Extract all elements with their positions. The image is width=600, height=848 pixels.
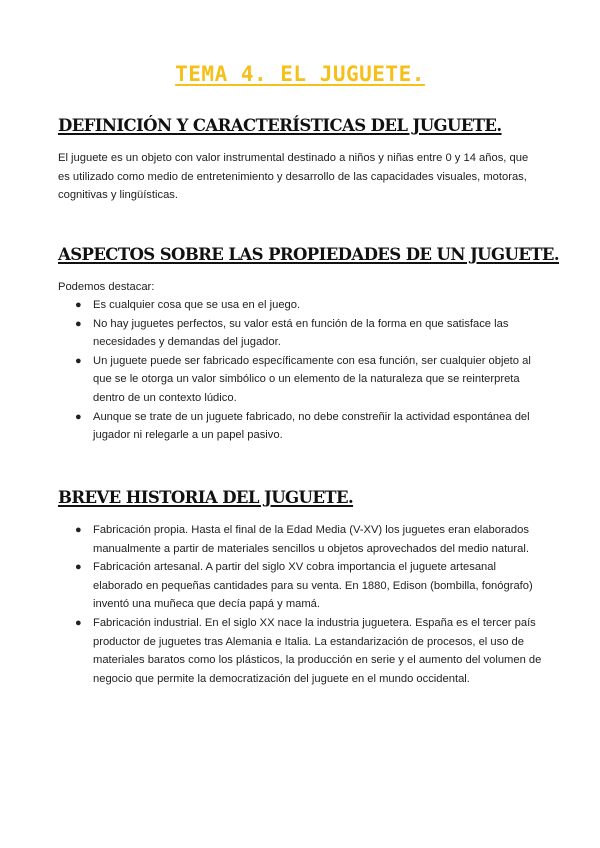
definition-paragraph: El juguete es un objeto con valor instrumental destinado a niños y niñas entre 0 y 14 años, que es utilizado como medio de entretenimiento y desarrollo de las capacidades visuales, motoras, cognitivas y lingüísticas.: [58, 152, 529, 202]
properties-list: [58, 296, 543, 445]
bullet-icon: ●: [75, 616, 82, 629]
list-item-text: Un juguete puede ser fabricado específicamente con esa función, ser cualquier objeto al que se le otorga un valor simbólico o un elemento de la naturaleza que se reinterpreta dentro de un contexto lúdico.: [93, 354, 531, 404]
list-item-text: Aunque se trate de un juguete fabricado, no debe constreñir la actividad espontánea del jugador ni relegarle a un papel pasivo.: [93, 410, 530, 442]
bullet-icon: ●: [75, 410, 82, 423]
bullet-icon: ●: [75, 561, 82, 574]
list-item: [58, 408, 543, 445]
properties-intro: Podemos destacar:: [58, 281, 155, 293]
history-list: [58, 521, 543, 688]
section-heading-definition: DEFINICIÓN Y CARACTERÍSTICAS DEL JUGUETE.: [58, 116, 502, 135]
bullet-icon: ●: [75, 524, 82, 536]
list-item: [58, 352, 543, 408]
list-item-text: Fabricación artesanal. A partir del siglo XV cobra importancia el juguete artesanal elaborado en pequeñas cantidades para su venta. En 1880, Edison (bombilla, fonógrafo) inventó una muñeca que decía papá y mamá.: [93, 561, 533, 611]
bullet-icon: ●: [75, 299, 82, 311]
bullet-icon: ●: [75, 354, 82, 367]
list-item: [58, 614, 543, 688]
section-heading-properties: ASPECTOS SOBRE LAS PROPIEDADES DE UN JUGUETE.: [58, 245, 560, 264]
section-heading-history: BREVE HISTORIA DEL JUGUETE.: [58, 488, 354, 507]
list-item-text: Fabricación propia. Hasta el final de la Edad Media (V-XV) los juguetes eran elaborados manualmente a partir de materiales sencillos u objetos aprovechados del medio natural.: [93, 524, 529, 555]
list-item: [58, 558, 543, 614]
list-item-text: Es cualquier cosa que se usa en el juego.: [93, 299, 301, 311]
list-item: [58, 315, 543, 352]
list-item: [58, 521, 543, 558]
bullet-icon: ●: [75, 317, 82, 330]
list-item-text: Fabricación industrial. En el siglo XX nace la industria juguetera. España es el tercer país productor de juguetes tras Alemania e Italia. La estandarización de procesos, el uso de materiales baratos como los plásticos, la producción en serie y el aumento del volumen de negocio que permite la democratización del juguete en el mundo occidental.: [93, 616, 542, 685]
document-title: TEMA 4. EL JUGUETE.: [175, 62, 425, 86]
list-item: [58, 296, 543, 315]
list-item-text: No hay juguetes perfectos, su valor está en función de la forma en que satisface las necesidades y demandas del jugador.: [93, 317, 509, 349]
